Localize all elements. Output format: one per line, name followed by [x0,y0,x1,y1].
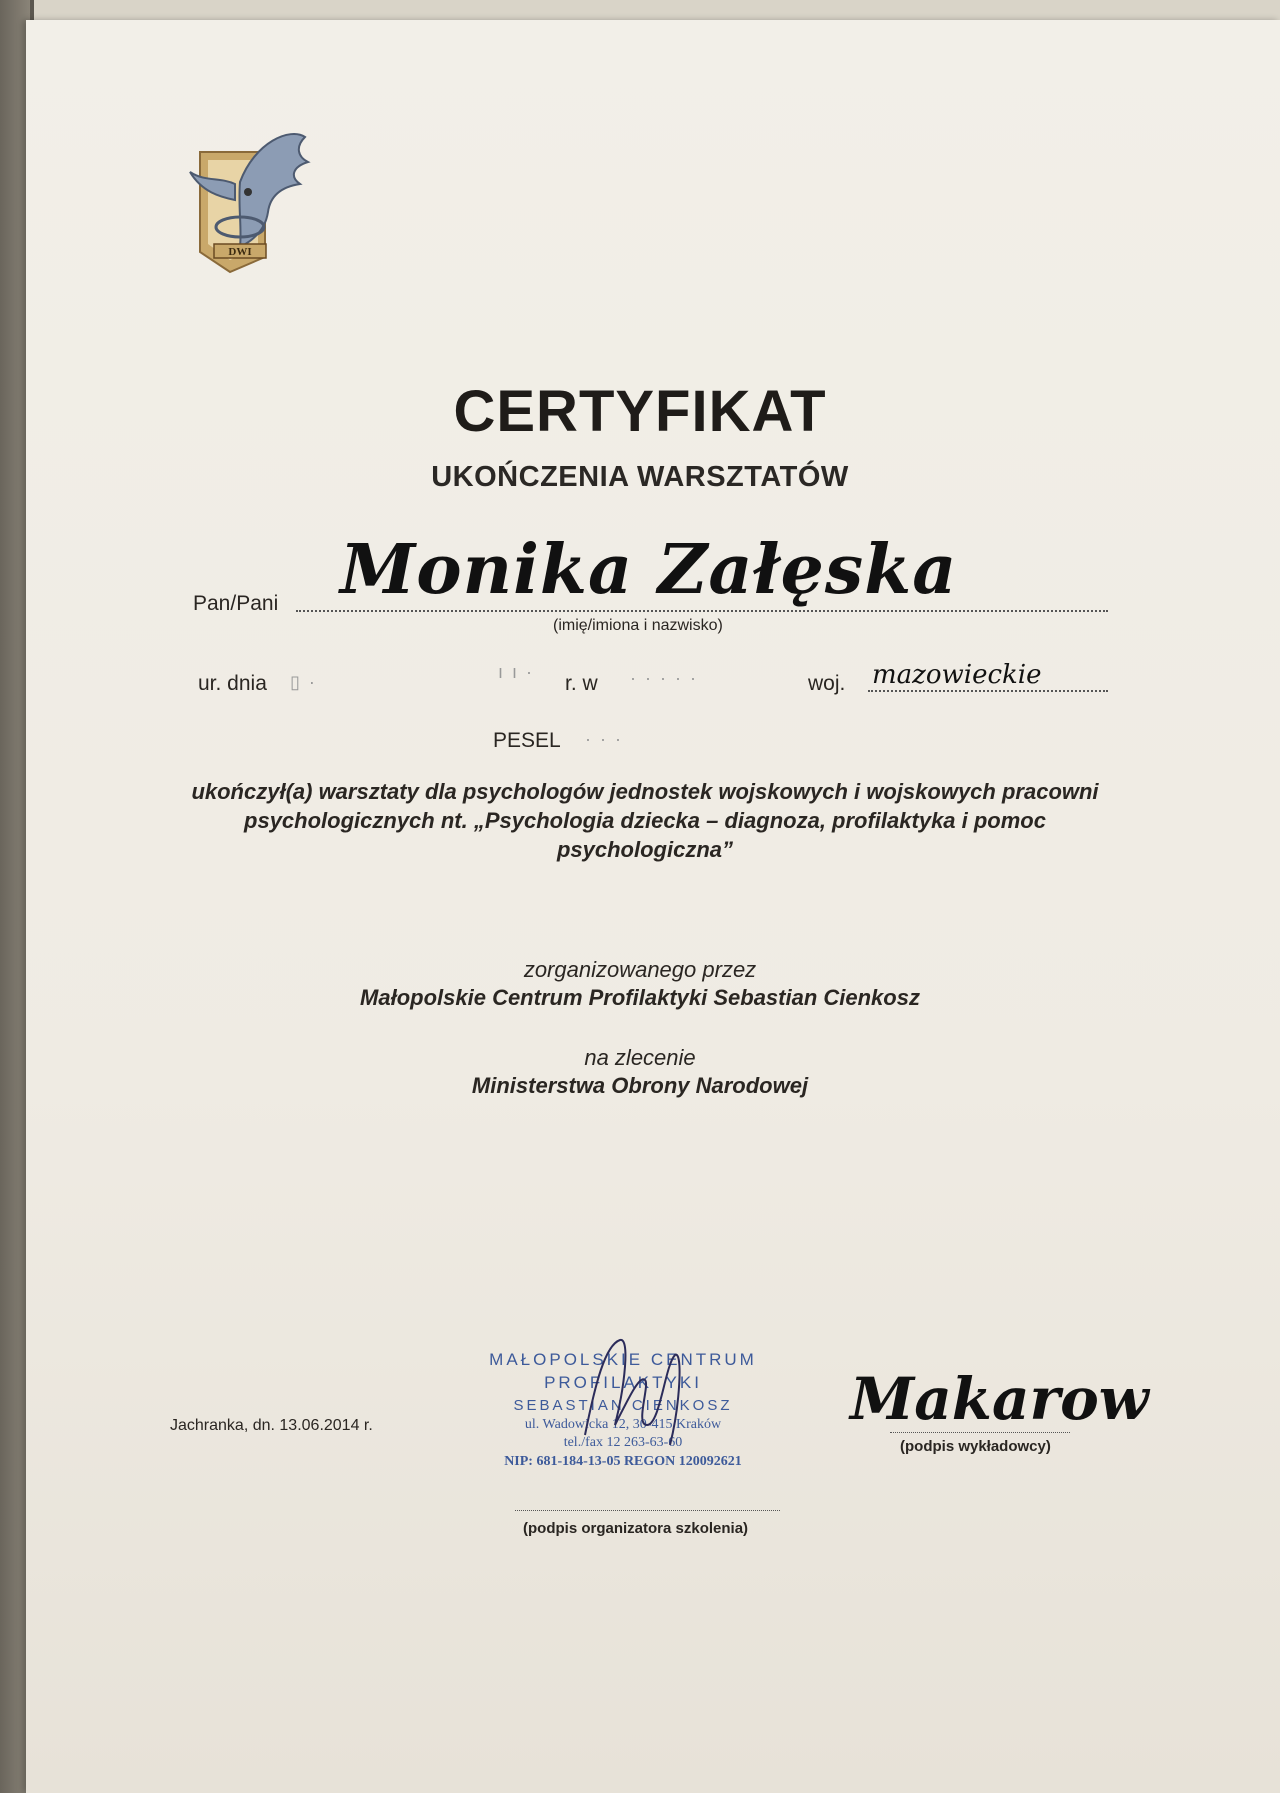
lecturer-signature-caption: (podpis wykładowcy) [900,1438,1051,1455]
place-date: Jachranka, dn. 13.06.2014 r. [170,1417,373,1434]
birth-place-redacted: · · · · · [630,668,698,688]
stamp-line-1: MAŁOPOLSKIE CENTRUM [489,1350,757,1369]
stamp-ids: NIP: 681-184-13-05 REGON 120092621 [504,1454,742,1469]
commissioner-name: Ministerstwa Obrony Narodowej [471,1073,809,1098]
eagle-emblem-icon [180,122,320,282]
lecturer-signature: Makarow [850,1365,1149,1433]
logo-text: DWI [228,246,252,258]
organizer-signature-line [515,1510,780,1511]
organizer-signature-caption: (podpis organizatora szkolenia) [523,1520,749,1537]
birth-year-redacted: ı ı · [498,662,534,682]
birth-date-label: ur. dnia [198,672,267,695]
pesel-redacted: · · · [585,729,623,749]
organizer-signature [575,1325,695,1455]
logo [180,122,320,282]
name-handwritten: Monika Załęska [340,530,958,610]
completion-text: ukończył(a) warsztaty dla psychologów jednostek wojskowych i wojskowych pracowni psychologicznych nt. „Psychologia dziecka – diagnoza, profilaktyka i pomoc psychologiczna” [191,779,1099,862]
voivodeship-handwritten: mazowieckie [872,660,1042,690]
voivodeship-label: woj. [808,672,846,695]
certificate-subtitle: UKOŃCZENIA WARSZTATÓW [431,461,849,493]
name-caption: (imię/imiona i nazwisko) [553,617,723,634]
pesel-label: PESEL [493,729,561,752]
name-label: Pan/Pani [193,592,279,615]
stamp-phone: tel./fax 12 263-63-60 [563,1435,683,1450]
voivodeship-dotted-line [868,690,1108,692]
stamp-line-3: SEBASTIAN CIENKOSZ [513,1397,733,1414]
certificate-title: CERTYFIKAT [453,379,827,444]
birth-place-label: r. w [565,672,598,695]
birth-date-redacted: ▯ · [290,672,317,692]
lecturer-signature-line [890,1432,1070,1433]
organizer-name: Małopolskie Centrum Profilaktyki Sebastian Cienkosz [360,985,920,1010]
organized-by-label: zorganizowanego przez [523,957,757,982]
name-dotted-line [296,610,1108,612]
stamp-line-2: PROFILAKTYKI [544,1373,702,1392]
commission-label: na zlecenie [584,1045,696,1070]
stamp-address: ul. Wadowicka 12, 30-415 Kraków [524,1417,722,1432]
